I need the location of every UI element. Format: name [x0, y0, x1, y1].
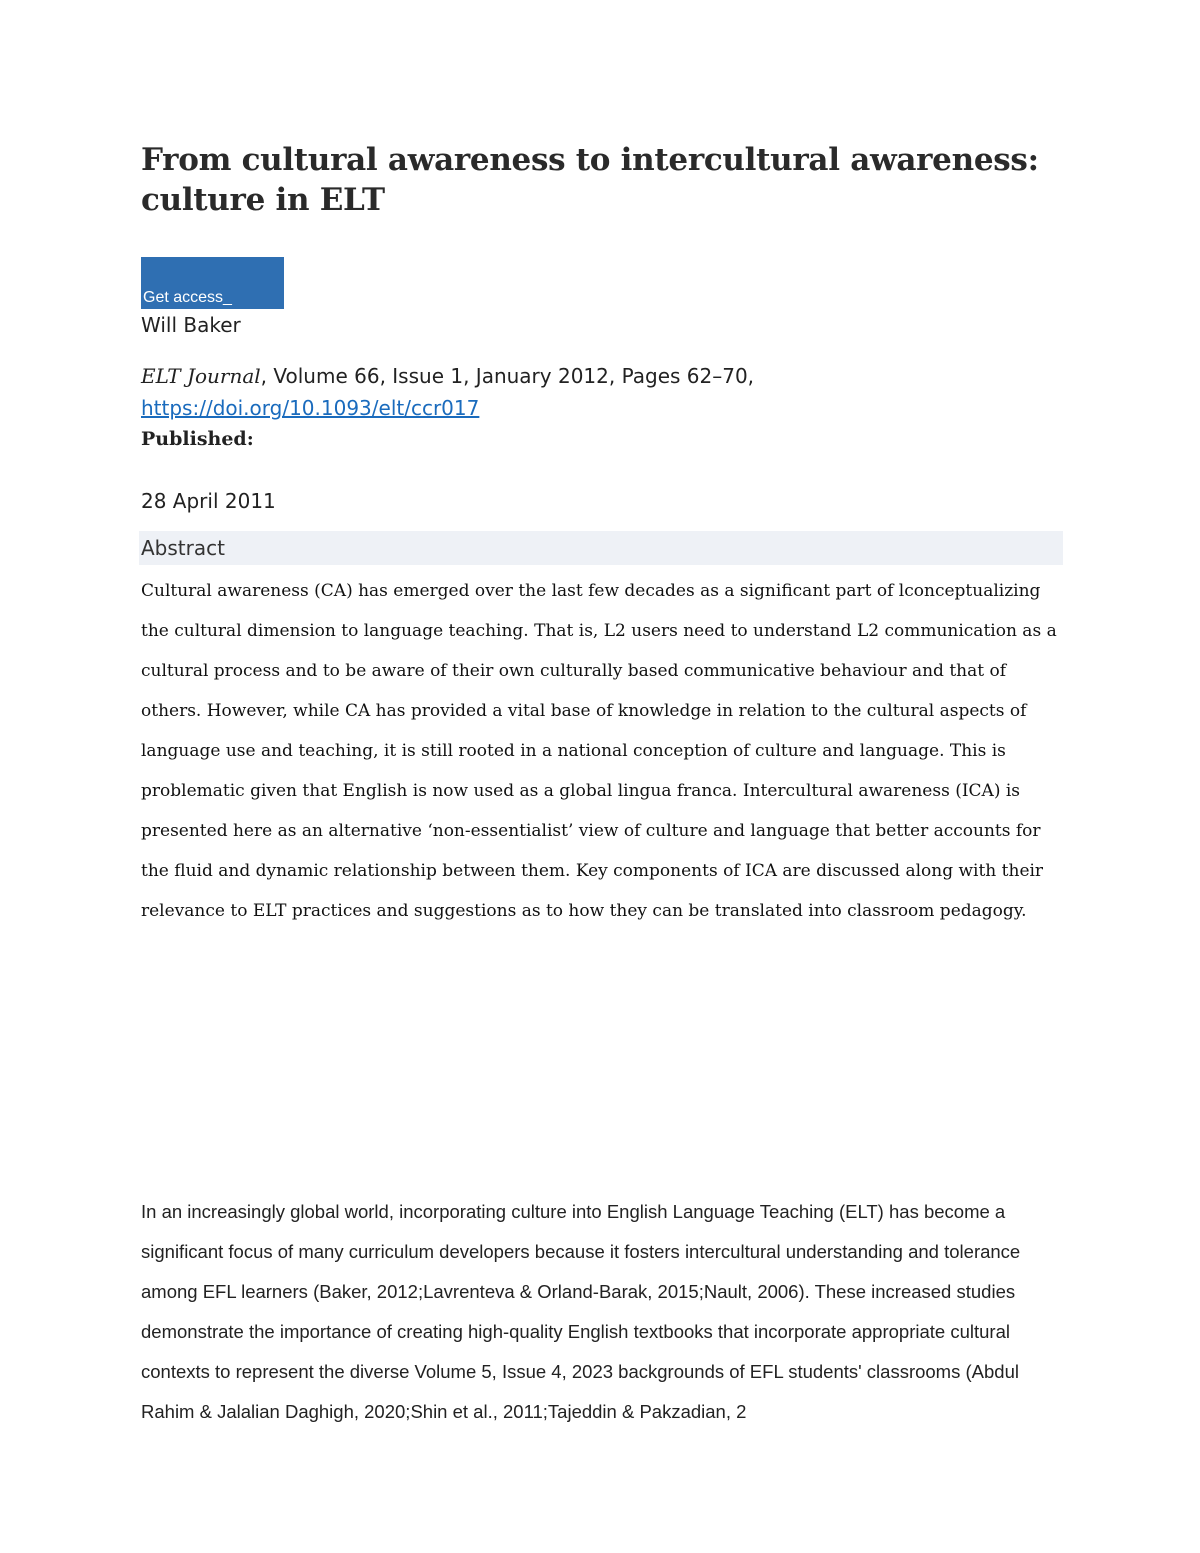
- abstract-heading: Abstract: [139, 531, 1063, 565]
- article-page: [141, 140, 1063, 1422]
- doi-link[interactable]: https://doi.org/10.1093/elt/ccr017: [141, 396, 480, 420]
- abstract-text: Cultural awareness (CA) has emerged over the last few decades as a significant part of lconceptualizing the cultural dimension to language teaching. That is, L2 users need to understand L2 communication as a cultural process and to be aware of their own culturally based communicative behaviour and that of others. However, while CA has provided a vital base of knowledge in relation to the cultural aspects of language use and teaching, it is still rooted in a national conception of culture and language. This is problematic given that English is now used as a global lingua franca. Intercultural awareness (ICA) is presented here as an alternative ‘non-essentialist’ view of culture and language that better accounts for the fluid and dynamic relationship between them. Key components of ICA are discussed along with their relevance to ELT practices and suggestions as to how they can be translated into classroom pedagogy.: [141, 581, 1057, 921]
- body-paragraph: In an increasingly global world, incorporating culture into English Language Teaching (ELT) has become a significant focus of many curriculum developers because it fosters intercultural understanding and tolerance among EFL learners (Baker, 2012;Lavrenteva & Orland-Barak, 2015;Nault, 2006). These increased studies demonstrate the importance of creating high-quality English textbooks that incorporate appropriate cultural contexts to represent the diverse Volume 5, Issue 4, 2023 backgrounds of EFL students' classrooms (Abdul Rahim & Jalalian Daghigh, 2020;Shin et al., 2011;Tajeddin & Pakzadian, 2: [141, 1201, 1021, 1422]
- citation: [141, 360, 781, 424]
- published-label: Published:: [141, 428, 254, 450]
- article-title: From cultural awareness to intercultural awareness: culture in ELT: [141, 142, 1039, 218]
- get-access-button[interactable]: [141, 257, 284, 309]
- author-name[interactable]: Will Baker: [141, 313, 241, 337]
- get-access-label: Get access _: [143, 289, 232, 307]
- citation-details: , Volume 66, Issue 1, January 2012, Pages 62–70,: [260, 364, 755, 388]
- published-date: 28 April 2011: [141, 489, 276, 513]
- journal-name: ELT Journal: [141, 364, 261, 388]
